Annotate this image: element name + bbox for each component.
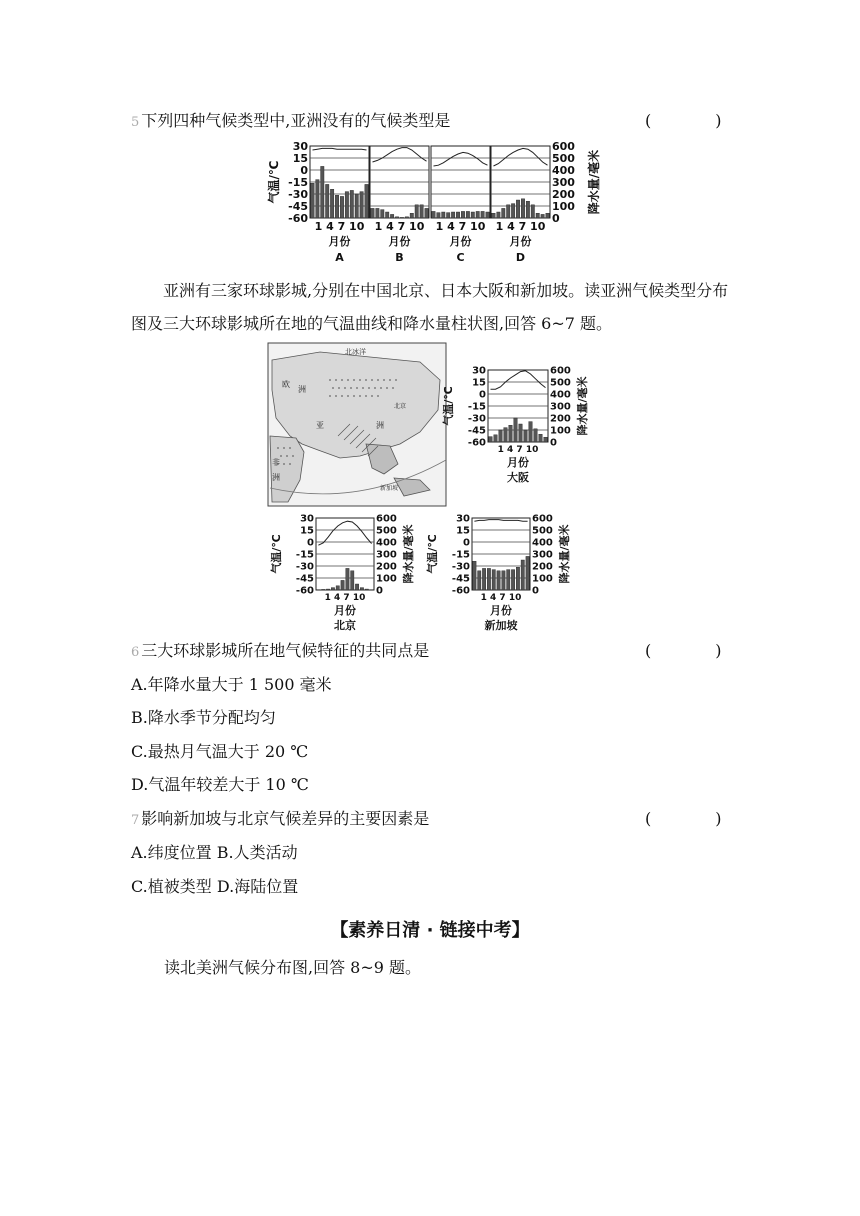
- fig1-temp-tick: -45: [288, 199, 308, 213]
- q5-number: 5: [131, 115, 140, 130]
- singapore-precip-bar: [473, 561, 476, 590]
- panel-A-precip-bar: [316, 180, 319, 218]
- panel-A-precip-bar: [355, 194, 358, 218]
- map-label-asia-2: 洲: [376, 421, 384, 430]
- fig1-temp-tick: -30: [288, 187, 308, 201]
- q6-number: 6: [131, 645, 140, 660]
- beijing-precip-bar: [326, 589, 329, 590]
- beijing-precip-tick: 400: [376, 537, 397, 549]
- panel-month-label: 月份: [449, 235, 472, 248]
- beijing-precip-axis-label: 降水量/毫米: [402, 524, 415, 584]
- panel-D-precip-bar: [497, 212, 500, 218]
- climate-charts-abcd: [0, 138, 860, 278]
- singapore-precip-bar: [521, 560, 524, 590]
- panel-A-precip-bar: [321, 166, 324, 218]
- panel-C-temp-curve: [434, 152, 488, 166]
- osaka-month-ticks: 1 4 7 10: [497, 445, 539, 455]
- panel-A-precip-bar: [360, 192, 363, 218]
- beijing-precip-bar: [365, 589, 368, 590]
- beijing-month-ticks: 1 4 7 10: [324, 593, 366, 603]
- fig1-temp-tick: -60: [288, 211, 308, 225]
- osaka-precip-tick: 300: [550, 401, 571, 413]
- panel-month-ticks: 1 4 7 10: [435, 220, 486, 233]
- map-label-singapore: 新加坡: [380, 485, 399, 492]
- singapore-precip-bar: [516, 567, 519, 590]
- panel-C-precip-bar: [461, 211, 464, 218]
- panel-A-precip-bar: [350, 190, 353, 218]
- singapore-precip-bar: [492, 570, 495, 590]
- singapore-precip-tick: 200: [532, 561, 553, 573]
- osaka-precip-bar: [534, 429, 538, 442]
- q6-option-b: B.降水季节分配均匀: [131, 708, 276, 727]
- panel-D-precip-bar: [492, 213, 495, 218]
- fig1-precip-tick: 0: [552, 211, 560, 225]
- panel-A-precip-bar: [365, 184, 368, 218]
- beijing-precip-bar: [336, 586, 339, 590]
- osaka-precip-tick: 200: [550, 413, 571, 425]
- q5-text: 下列四种气候类型中,亚洲没有的气候类型是: [141, 111, 451, 130]
- panel-C-precip-bar: [466, 211, 469, 218]
- panel-month-label: 月份: [509, 235, 532, 248]
- osaka-temp-tick: 30: [472, 365, 486, 377]
- map-label-arctic-ocean: 北冰洋: [345, 348, 366, 356]
- osaka-chart-group: [441, 366, 589, 485]
- osaka-precip-bar: [529, 422, 533, 442]
- fig1-precip-tick: 600: [552, 139, 575, 153]
- q5-line: [131, 111, 450, 133]
- panel-C-precip-bar: [476, 211, 479, 218]
- beijing-temp-tick: 30: [300, 513, 314, 525]
- q8-intro: 读北美洲气候分布图,回答 8~9 题。: [164, 958, 422, 977]
- beijing-precip-bar: [322, 589, 325, 590]
- osaka-temp-tick: 15: [472, 377, 486, 389]
- panel-A-precip-bar: [330, 189, 333, 218]
- panel-D-precip-bar: [546, 213, 549, 218]
- panel-month-ticks: 1 4 7 10: [495, 220, 546, 233]
- singapore-precip-bar: [497, 571, 500, 590]
- osaka-temp-tick: 0: [479, 389, 486, 401]
- panel-D-precip-bar: [536, 213, 539, 218]
- singapore-temp-tick: 0: [463, 537, 470, 549]
- fig1-precip-axis-label: 降水量/毫米: [587, 149, 601, 215]
- beijing-precip-bar: [341, 580, 344, 590]
- panel-letter: D: [515, 251, 526, 264]
- osaka-precip-bar: [509, 425, 513, 442]
- beijing-temp-tick: -45: [295, 573, 314, 585]
- fig1-temp-tick: 15: [292, 151, 308, 165]
- singapore-precip-tick: 0: [532, 585, 539, 597]
- panel-C-precip-bar: [442, 212, 445, 218]
- q7-options-row-1: A.纬度位置 B.人类活动: [131, 843, 298, 862]
- osaka-precip-bar: [519, 424, 523, 442]
- panel-A-precip-bar: [345, 192, 348, 218]
- map-label-africa-2: 洲: [272, 473, 280, 482]
- osaka-temp-curve: [491, 371, 546, 389]
- q5-answer-paren: ( ): [645, 111, 722, 130]
- singapore-temp-axis-label: 气温/℃: [426, 534, 439, 574]
- beijing-precip-bar: [351, 571, 354, 590]
- singapore-precip-bar: [507, 570, 510, 590]
- singapore-precip-bar: [478, 571, 481, 590]
- map-label-europe-2: 洲: [298, 385, 306, 394]
- beijing-precip-bar: [346, 568, 349, 590]
- singapore-temp-tick: 15: [456, 525, 470, 537]
- panel-C-precip-bar: [437, 213, 440, 218]
- panel-A-precip-bar: [311, 183, 314, 218]
- panel-letter: C: [456, 251, 465, 264]
- panel-month-ticks: 1 4 7 10: [314, 220, 365, 233]
- singapore-city-name: 新加坡: [484, 619, 518, 632]
- map-label-europe-1: 欧: [282, 380, 290, 389]
- panel-B-precip-bar: [376, 208, 379, 218]
- osaka-precip-bar: [489, 437, 493, 442]
- singapore-precip-tick: 400: [532, 537, 553, 549]
- singapore-temp-tick: -45: [451, 573, 470, 585]
- panel-B-precip-bar: [400, 217, 403, 218]
- beijing-temp-tick: 15: [300, 525, 314, 537]
- panel-B-temp-curve: [373, 148, 427, 162]
- panel-D-temp-curve: [494, 148, 548, 166]
- panel-B-precip-bar: [381, 210, 384, 218]
- singapore-precip-tick: 600: [532, 513, 553, 525]
- panel-B-precip-bar: [420, 205, 423, 218]
- fig1-temp-tick: -15: [288, 175, 308, 189]
- q7-answer-paren: ( ): [645, 809, 722, 828]
- singapore-temp-tick: 30: [456, 513, 470, 525]
- panel-C-precip-bar: [481, 211, 484, 218]
- panel-month-ticks: 1 4 7 10: [374, 220, 425, 233]
- q6-option-a: A.年降水量大于 1 500 毫米: [131, 675, 332, 694]
- singapore-precip-tick: 300: [532, 549, 553, 561]
- beijing-precip-tick: 500: [376, 525, 397, 537]
- osaka-temp-tick: -60: [467, 437, 486, 449]
- singapore-month-ticks: 1 4 7 10: [480, 593, 522, 603]
- panel-B-precip-bar: [415, 205, 418, 218]
- fig1-precip-tick: 300: [552, 175, 575, 189]
- beijing-precip-bar: [331, 588, 334, 590]
- q7-text: 影响新加坡与北京气候差异的主要因素是: [141, 809, 430, 828]
- q6-option-c: C.最热月气温大于 20 ℃: [131, 742, 309, 761]
- panel-B-precip-bar: [425, 208, 428, 218]
- osaka-precip-bar: [539, 434, 543, 442]
- beijing-precip-tick: 0: [376, 585, 383, 597]
- beijing-precip-tick: 200: [376, 561, 397, 573]
- section-heading: 【素养日清 · 链接中考】: [330, 920, 530, 941]
- panel-C-precip-bar: [446, 213, 449, 218]
- singapore-precip-bar: [526, 556, 529, 590]
- panel-D-precip-bar: [511, 204, 514, 218]
- asia-map-figure: [0, 340, 860, 640]
- osaka-precip-tick: 500: [550, 377, 571, 389]
- osaka-precip-tick: 100: [550, 425, 571, 437]
- beijing-precip-tick: 100: [376, 573, 397, 585]
- beijing-precip-bar: [360, 588, 363, 590]
- panel-C-precip-bar: [456, 212, 459, 218]
- map-label-beijing: 北京: [394, 403, 407, 410]
- osaka-temp-tick: -30: [467, 413, 486, 425]
- fig1-precip-tick: 100: [552, 199, 575, 213]
- panel-A-precip-bar: [325, 184, 328, 218]
- panel-month-label: 月份: [388, 235, 411, 248]
- fig1-temp-tick: 30: [292, 139, 308, 153]
- map-label-asia-1: 亚: [316, 421, 324, 430]
- osaka-temp-axis-label: 气温/℃: [442, 386, 455, 426]
- singapore-precip-tick: 500: [532, 525, 553, 537]
- osaka-month-label: 月份: [507, 456, 529, 469]
- singapore-temp-tick: -30: [451, 561, 470, 573]
- panel-C-precip-bar: [432, 211, 435, 218]
- panel-letter: B: [395, 251, 404, 264]
- fig1-precip-tick: 200: [552, 187, 575, 201]
- osaka-precip-tick: 0: [550, 437, 557, 449]
- singapore-precip-bar: [487, 568, 490, 590]
- singapore-month-label: 月份: [490, 604, 512, 617]
- beijing-temp-tick: 0: [307, 537, 314, 549]
- map-label-africa-1: 非: [272, 458, 280, 467]
- singapore-precip-bar: [502, 571, 505, 590]
- osaka-precip-bar: [524, 430, 528, 442]
- beijing-temp-tick: -60: [295, 585, 314, 597]
- beijing-month-label: 月份: [334, 604, 356, 617]
- q7-line: [131, 809, 429, 831]
- fig1-temp-axis-label: 气温/℃: [267, 160, 281, 204]
- singapore-precip-axis-label: 降水量/毫米: [558, 524, 571, 584]
- osaka-precip-bar: [514, 418, 518, 442]
- panel-month-label: 月份: [328, 235, 351, 248]
- singapore-temp-curve: [474, 520, 527, 522]
- beijing-temp-axis-label: 气温/℃: [270, 534, 283, 574]
- q6-line: [131, 641, 429, 663]
- osaka-precip-axis-label: 降水量/毫米: [576, 376, 589, 436]
- beijing-chart-group: [269, 514, 415, 633]
- osaka-precip-bar: [544, 437, 548, 442]
- beijing-temp-tick: -15: [295, 549, 314, 561]
- singapore-precip-bar: [482, 568, 485, 590]
- panel-A-temp-curve: [313, 148, 367, 150]
- panel-B-precip-bar: [405, 217, 408, 218]
- singapore-precip-tick: 100: [532, 573, 553, 585]
- beijing-precip-tick: 300: [376, 549, 397, 561]
- panel-D-precip-bar: [502, 208, 505, 218]
- panel-C-precip-bar: [486, 212, 489, 218]
- panel-B-precip-bar: [390, 214, 393, 218]
- fig1-precip-tick: 500: [552, 151, 575, 165]
- q6-text: 三大环球影城所在地气候特征的共同点是: [141, 641, 430, 660]
- singapore-temp-tick: -60: [451, 585, 470, 597]
- panel-letter: A: [335, 251, 344, 264]
- q7-options-row-2: C.植被类型 D.海陆位置: [131, 877, 299, 896]
- panel-B-precip-bar: [385, 212, 388, 218]
- fig1-group: [266, 140, 601, 264]
- osaka-precip-bar: [499, 430, 503, 442]
- intro-paragraph: 亚洲有三家环球影城,分别在中国北京、日本大阪和新加坡。读亚洲气候类型分布图及三大环球影城所在地的气温曲线和降水量柱状图,回答 6~7 题。: [131, 281, 729, 333]
- panel-D-precip-bar: [541, 214, 544, 218]
- beijing-city-name: 北京: [334, 619, 356, 632]
- fig1-temp-tick: 0: [300, 163, 308, 177]
- panel-D-precip-bar: [516, 200, 519, 218]
- osaka-city-name: 大阪: [507, 471, 529, 484]
- panel-A-precip-bar: [335, 195, 338, 218]
- panel-D-precip-bar: [521, 199, 524, 218]
- asia-climate-map: [268, 343, 446, 506]
- beijing-precip-tick: 600: [376, 513, 397, 525]
- q7-number: 7: [131, 813, 140, 828]
- singapore-precip-bar: [511, 570, 514, 590]
- panel-D-precip-bar: [506, 205, 509, 218]
- panel-D-precip-bar: [531, 205, 534, 218]
- beijing-temp-tick: -30: [295, 561, 314, 573]
- beijing-temp-curve: [318, 521, 371, 545]
- panel-D-precip-bar: [526, 201, 529, 218]
- panel-B-precip-bar: [395, 217, 398, 218]
- osaka-precip-bar: [494, 435, 498, 442]
- panel-A-precip-bar: [340, 196, 343, 218]
- singapore-chart-group: [425, 514, 571, 633]
- beijing-precip-bar: [355, 584, 358, 590]
- q6-option-d: D.气温年较差大于 10 ℃: [131, 775, 309, 794]
- panel-B-precip-bar: [410, 213, 413, 218]
- osaka-precip-bar: [504, 428, 508, 442]
- panel-C-precip-bar: [471, 212, 474, 218]
- fig1-precip-tick: 400: [552, 163, 575, 177]
- singapore-temp-tick: -15: [451, 549, 470, 561]
- osaka-precip-tick: 600: [550, 365, 571, 377]
- osaka-temp-tick: -15: [467, 401, 486, 413]
- osaka-precip-tick: 400: [550, 389, 571, 401]
- osaka-temp-tick: -45: [467, 425, 486, 437]
- panel-B-precip-bar: [371, 208, 374, 218]
- panel-C-precip-bar: [451, 212, 454, 218]
- q6-answer-paren: ( ): [645, 641, 722, 660]
